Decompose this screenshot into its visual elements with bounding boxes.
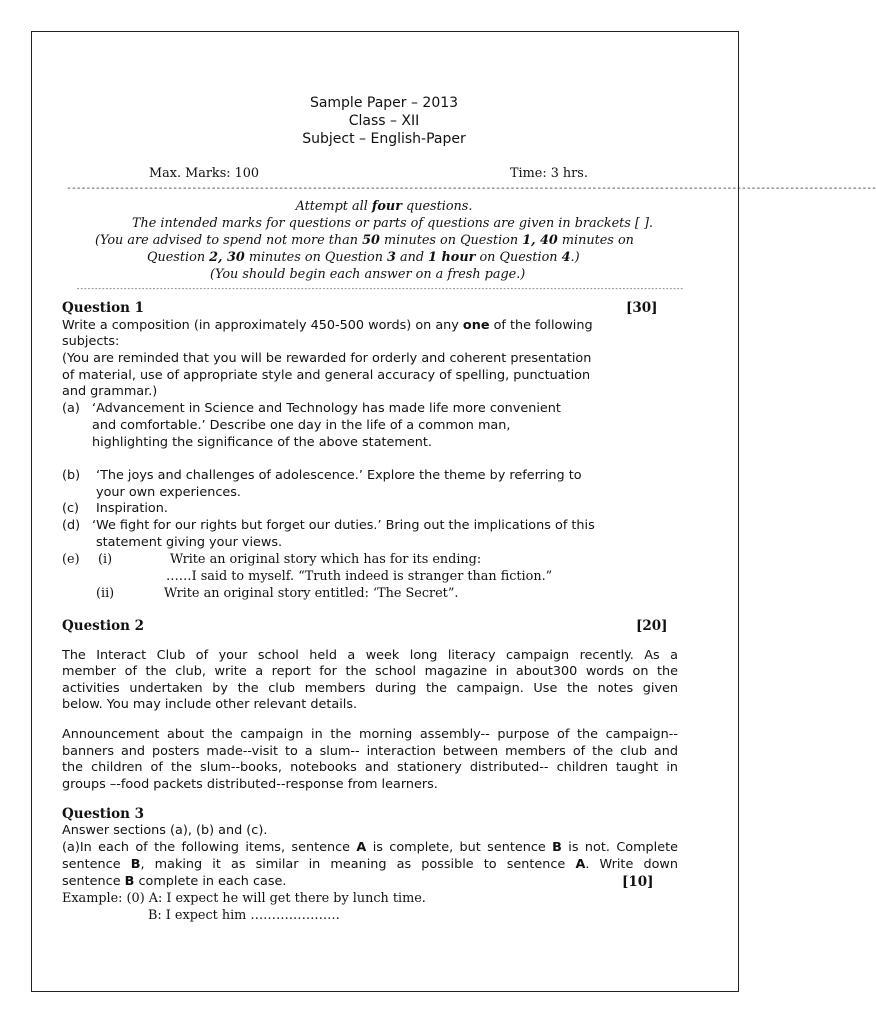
q1-intro-line1: Write a composition (in approximately 450-500 words) on any one of the following	[62, 318, 593, 333]
q2-para2-line3: the children of the slum--books, notebooks and stationery distributed-- children taught in	[62, 760, 678, 775]
dashed-divider-bottom: ------------------------------------------------------------------------------------------------------------------------------------------------------------------------	[76, 285, 684, 293]
subject-line: Subject – English-Paper	[302, 131, 466, 147]
question-1-marks: [30]	[626, 300, 658, 316]
max-marks: Max. Marks: 100	[149, 166, 260, 181]
q1-d-label: (d)	[62, 518, 81, 533]
question-2-marks: [20]	[636, 618, 668, 634]
q3-example-line2: B: I expect him …………………	[148, 908, 340, 923]
q1-intro-line2: subjects:	[62, 334, 120, 349]
q3-line1: Answer sections (a), (b) and (c).	[62, 823, 268, 838]
q2-para1-line2: member of the club, write a report for the school magazine in about300 words on the	[62, 664, 678, 679]
q1-c-line1: Inspiration.	[96, 501, 168, 516]
q1-d-line2: statement giving your views.	[96, 535, 283, 550]
instruction-fresh-page: (You should begin each answer on a fresh page.)	[210, 267, 526, 282]
q2-para2-line4: groups –-food packets distributed--response from learners.	[62, 777, 438, 792]
instruction-attempt: Attempt all four questions.	[295, 199, 473, 214]
q1-a-line1: ‘Advancement in Science and Technology has made life more convenient	[92, 401, 561, 416]
question-2-title: Question 2	[62, 618, 145, 634]
dashed-divider-top: ------------------------------------------------------------------------------------------------------------------------------------------------------------------------	[66, 183, 876, 194]
q1-b-line2: your own experiences.	[96, 485, 241, 500]
q1-a-label: (a)	[62, 401, 80, 416]
class-line: Class – XII	[348, 113, 420, 129]
q3-example-line1: Example: (0) A: I expect he will get there by lunch time.	[62, 891, 426, 906]
q1-a-line2: and comfortable.’ Describe one day in the life of a common man,	[92, 418, 511, 433]
q2-para2-line1: Announcement about the campaign in the morning assembly-- purpose of the campaign--	[62, 727, 678, 742]
q1-e-ii-label: (ii)	[96, 586, 115, 601]
q1-e-ii-line1: Write an original story entitled: ‘The Secret”.	[164, 586, 459, 601]
q1-remind-line2: of material, use of appropriate style and general accuracy of spelling, punctuation	[62, 368, 591, 383]
q1-e-i-label: (i)	[98, 552, 113, 567]
time-allowed: Time: 3 hrs.	[510, 166, 588, 181]
q1-b-line1: ‘The joys and challenges of adolescence.’ Explore the theme by referring to	[96, 468, 582, 483]
q3-line4: sentence B complete in each case.	[62, 874, 287, 889]
q1-remind-line3: and grammar.)	[62, 384, 158, 399]
q2-para2-line2: banners and posters made--visit to a slum-- interaction between members of the club and	[62, 744, 678, 759]
instruction-timing-1: (You are advised to spend not more than 50 minutes on Question 1, 40 minutes on	[95, 233, 634, 248]
q1-b-label: (b)	[62, 468, 81, 483]
question-3-title: Question 3	[62, 806, 145, 822]
question-3-marks: [10]	[622, 874, 654, 890]
q3-line3: sentence B, making it as similar in meaning as possible to sentence A. Write down	[62, 857, 678, 872]
q2-para1-line4: below. You may include other relevant details.	[62, 697, 358, 712]
question-1-title: Question 1	[62, 300, 145, 316]
paper-title: Sample Paper – 2013	[309, 95, 459, 111]
q2-para1-line3: activities undertaken by the club members during the campaign. Use the notes given	[62, 681, 678, 696]
q1-e-label: (e)	[62, 552, 80, 567]
q2-para1-line1: The Interact Club of your school held a week long literacy campaign recently. As a	[62, 648, 678, 663]
q1-e-i-line2: ……I said to myself. “Truth indeed is stranger than fiction.”	[166, 569, 553, 584]
q1-remind-line1: (You are reminded that you will be rewarded for orderly and coherent presentation	[62, 351, 592, 366]
q1-a-line3: highlighting the significance of the above statement.	[92, 435, 432, 450]
q3-line2: (a)In each of the following items, sentence A is complete, but sentence B is not. Complete	[62, 840, 679, 855]
q1-c-label: (c)	[62, 501, 80, 516]
q1-d-line1: ‘We fight for our rights but forget our duties.’ Bring out the implications of this	[92, 518, 595, 533]
instruction-timing-2: Question 2, 30 minutes on Question 3 and 1 hour on Question 4.)	[147, 250, 580, 265]
instruction-marks: The intended marks for questions or parts of questions are given in brackets [ ].	[132, 216, 654, 231]
q1-e-i-line1: Write an original story which has for its ending:	[170, 552, 482, 567]
